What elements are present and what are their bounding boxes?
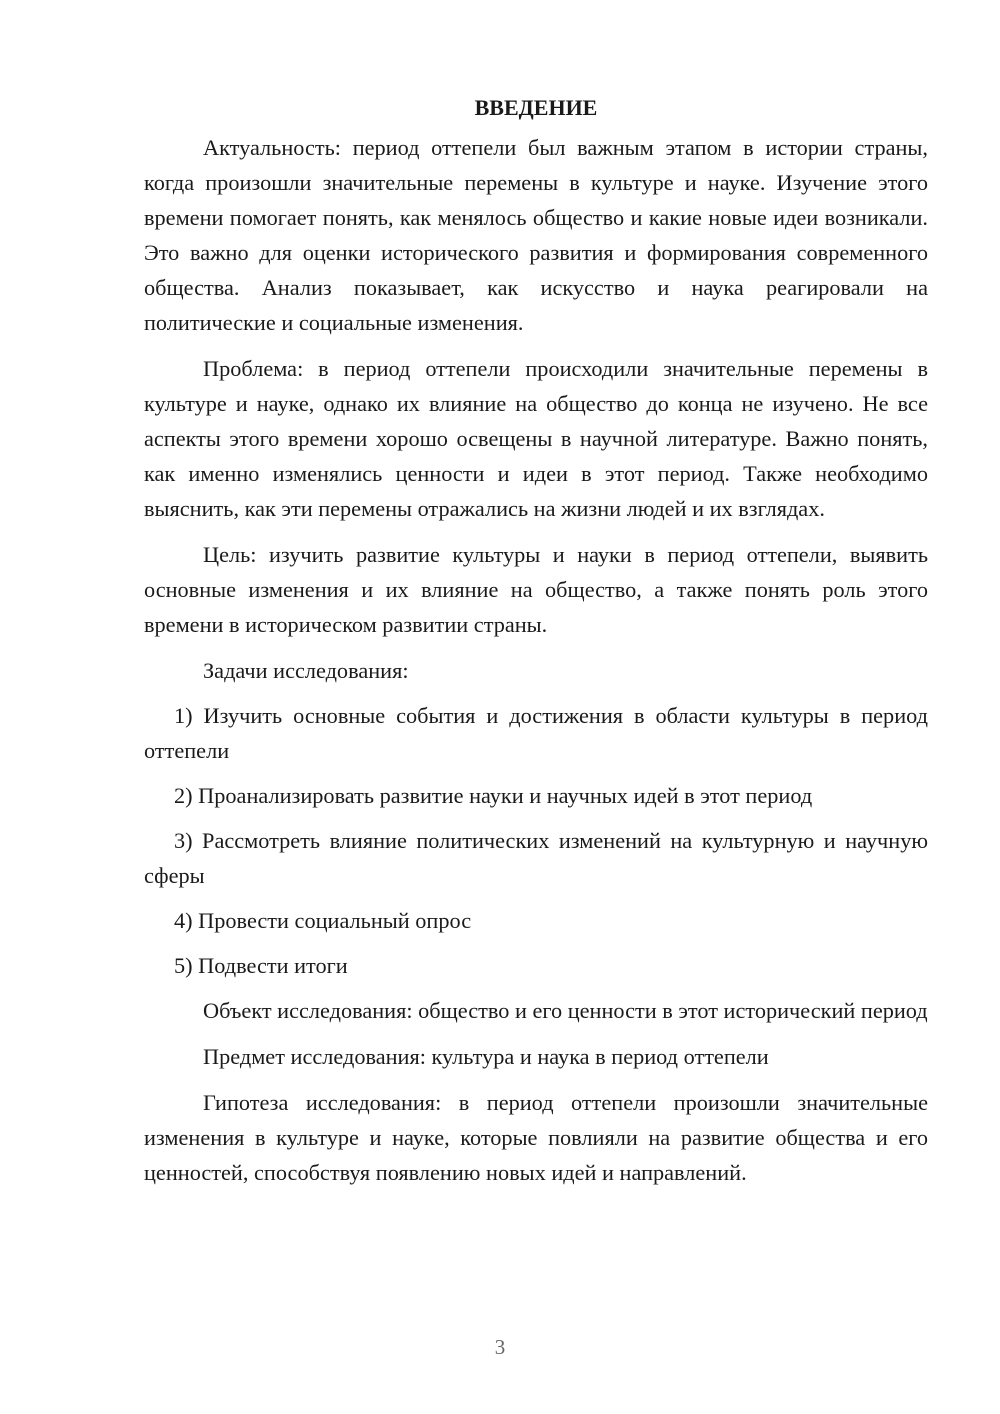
paragraph-relevance: Актуальность: период оттепели был важным этапом в истории страны, когда произошли значительные перемены в культуре и науке. Изучение этого времени помогает понять, как менялось общество и какие новые идеи возникали. Это важно для оценки исторического развития и формирования современного общества. Анализ показывает, как искусство и наука реагировали на политические и социальные изменения. [144, 135, 928, 335]
document-body [144, 90, 928, 1190]
page-number: 3 [494, 1335, 506, 1359]
paragraph-problem: Проблема: в период оттепели происходили значительные перемены в культуре и науке, однако их влияние на общество до конца не изучено. Не все аспекты этого времени хорошо освещены в научной литературе. Важно понять, как именно изменялись ценности и идеи в этот период. Также необходимо выяснить, как эти перемены отражались на жизни людей и их взглядах. [144, 356, 928, 521]
section-title: ВВЕДЕНИЕ [474, 95, 598, 120]
task-item: 1) Изучить основные события и достижения в области культуры в период оттепели [144, 703, 928, 763]
paragraph-subject: Предмет исследования: культура и наука в период оттепели [203, 1044, 769, 1069]
tasks-heading: Задачи исследования: [203, 658, 409, 683]
paragraph-hypothesis: Гипотеза исследования: в период оттепели произошли значительные изменения в культуре и науке, которые повлияли на развитие общества и его ценностей, способствуя появлению новых идей и направлений. [144, 1090, 928, 1185]
paragraph-goal: Цель: изучить развитие культуры и науки в период оттепели, выявить основные изменения и их влияние на общество, а также понять роль этого времени в историческом развитии страны. [144, 542, 928, 637]
task-item: 4) Провести социальный опрос [174, 908, 472, 933]
task-item: 2) Проанализировать развитие науки и научных идей в этот период [174, 783, 813, 808]
task-item: 3) Рассмотреть влияние политических изменений на культурную и научную сферы [144, 828, 928, 888]
task-item: 5) Подвести итоги [174, 953, 348, 978]
paragraph-object: Объект исследования: общество и его ценности в этот исторический период [203, 998, 928, 1023]
